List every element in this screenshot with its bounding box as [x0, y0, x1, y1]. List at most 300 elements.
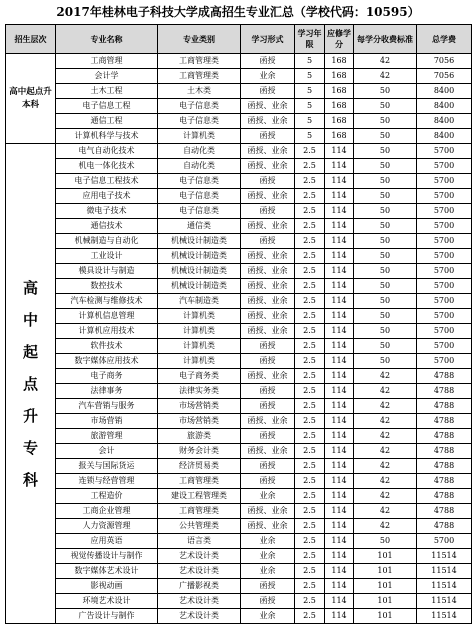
cell-mode: 函授 — [241, 234, 295, 249]
cell-years: 5 — [295, 99, 325, 114]
table-row — [6, 294, 472, 309]
cell-category: 自动化类 — [158, 144, 241, 159]
cell-credits: 114 — [325, 414, 354, 429]
cell-major: 报关与国际货运 — [56, 459, 158, 474]
cell-fee-per-credit: 50 — [354, 144, 417, 159]
table-row — [6, 114, 472, 129]
table-row — [6, 489, 472, 504]
cell-total-fee: 5700 — [417, 309, 472, 324]
level-label: 高中起点升专科 — [22, 278, 38, 489]
cell-credits: 114 — [325, 369, 354, 384]
cell-mode: 函授、业余 — [241, 189, 295, 204]
cell-total-fee: 8400 — [417, 129, 472, 144]
cell-credits: 114 — [325, 204, 354, 219]
cell-years: 2.5 — [295, 369, 325, 384]
table-row — [6, 579, 472, 594]
cell-credits: 114 — [325, 579, 354, 594]
cell-credits: 114 — [325, 534, 354, 549]
table-row — [6, 534, 472, 549]
cell-years: 2.5 — [295, 339, 325, 354]
cell-credits: 114 — [325, 279, 354, 294]
cell-years: 5 — [295, 114, 325, 129]
cell-years: 2.5 — [295, 609, 325, 624]
cell-total-fee: 11514 — [417, 609, 472, 624]
cell-total-fee: 5700 — [417, 189, 472, 204]
cell-category: 机械设计制造类 — [158, 249, 241, 264]
header-major: 专业名称 — [56, 25, 158, 54]
cell-credits: 114 — [325, 249, 354, 264]
table-row — [6, 204, 472, 219]
cell-major: 工业设计 — [56, 249, 158, 264]
cell-category: 计算机类 — [158, 129, 241, 144]
cell-major: 影视动画 — [56, 579, 158, 594]
cell-fee-per-credit: 42 — [354, 414, 417, 429]
cell-category: 计算机类 — [158, 324, 241, 339]
cell-total-fee: 4788 — [417, 489, 472, 504]
cell-total-fee: 5700 — [417, 534, 472, 549]
cell-major: 模具设计与制造 — [56, 264, 158, 279]
cell-fee-per-credit: 50 — [354, 129, 417, 144]
cell-mode: 函授 — [241, 384, 295, 399]
header-total-fee: 总学费 — [417, 25, 472, 54]
cell-major: 汽车营销与服务 — [56, 399, 158, 414]
cell-fee-per-credit: 42 — [354, 69, 417, 84]
cell-years: 2.5 — [295, 249, 325, 264]
cell-category: 机械设计制造类 — [158, 234, 241, 249]
cell-years: 2.5 — [295, 594, 325, 609]
table-row — [6, 279, 472, 294]
cell-major: 连锁与经营管理 — [56, 474, 158, 489]
cell-mode: 业余 — [241, 489, 295, 504]
cell-years: 2.5 — [295, 549, 325, 564]
header-credits: 应修学分 — [325, 25, 354, 54]
cell-major: 工商企业管理 — [56, 504, 158, 519]
header-row — [6, 25, 472, 54]
cell-major: 视觉传播设计与制作 — [56, 549, 158, 564]
cell-fee-per-credit: 50 — [354, 309, 417, 324]
cell-credits: 168 — [325, 114, 354, 129]
cell-category: 市场营销类 — [158, 414, 241, 429]
cell-total-fee: 5700 — [417, 234, 472, 249]
header-mode: 学习形式 — [241, 25, 295, 54]
cell-fee-per-credit: 42 — [354, 519, 417, 534]
cell-major: 旅游管理 — [56, 429, 158, 444]
table-row — [6, 459, 472, 474]
cell-fee-per-credit: 42 — [354, 429, 417, 444]
cell-years: 2.5 — [295, 279, 325, 294]
level-cell — [6, 144, 56, 624]
header-category: 专业类别 — [158, 25, 241, 54]
cell-total-fee: 4788 — [417, 444, 472, 459]
cell-total-fee: 5700 — [417, 294, 472, 309]
table-row — [6, 549, 472, 564]
cell-fee-per-credit: 42 — [354, 399, 417, 414]
cell-major: 机械制造与自动化 — [56, 234, 158, 249]
cell-category: 汽车制造类 — [158, 294, 241, 309]
cell-years: 2.5 — [295, 474, 325, 489]
cell-credits: 114 — [325, 459, 354, 474]
cell-fee-per-credit: 50 — [354, 204, 417, 219]
cell-major: 软件技术 — [56, 339, 158, 354]
cell-credits: 114 — [325, 354, 354, 369]
cell-credits: 114 — [325, 549, 354, 564]
cell-fee-per-credit: 101 — [354, 609, 417, 624]
cell-mode: 函授 — [241, 174, 295, 189]
cell-credits: 114 — [325, 264, 354, 279]
table-row — [6, 324, 472, 339]
table-row — [6, 309, 472, 324]
cell-years: 2.5 — [295, 144, 325, 159]
table-row — [6, 414, 472, 429]
cell-category: 艺术设计类 — [158, 549, 241, 564]
cell-credits: 114 — [325, 174, 354, 189]
cell-total-fee: 4788 — [417, 519, 472, 534]
header-fee-per-credit: 每学分收费标准 — [354, 25, 417, 54]
cell-mode: 函授 — [241, 204, 295, 219]
cell-fee-per-credit: 101 — [354, 579, 417, 594]
cell-major: 法律事务 — [56, 384, 158, 399]
cell-credits: 114 — [325, 609, 354, 624]
cell-total-fee: 4788 — [417, 459, 472, 474]
cell-fee-per-credit: 50 — [354, 534, 417, 549]
cell-major: 计算机信息管理 — [56, 309, 158, 324]
cell-category: 土木类 — [158, 84, 241, 99]
cell-total-fee: 7056 — [417, 69, 472, 84]
cell-category: 电子信息类 — [158, 99, 241, 114]
cell-fee-per-credit: 42 — [354, 384, 417, 399]
cell-credits: 114 — [325, 159, 354, 174]
table-row — [6, 609, 472, 624]
cell-major: 微电子技术 — [56, 204, 158, 219]
cell-total-fee: 5700 — [417, 144, 472, 159]
header-level: 招生层次 — [6, 25, 56, 54]
cell-category: 机械设计制造类 — [158, 279, 241, 294]
cell-credits: 114 — [325, 309, 354, 324]
cell-mode: 函授、业余 — [241, 99, 295, 114]
cell-category: 艺术设计类 — [158, 564, 241, 579]
cell-fee-per-credit: 50 — [354, 189, 417, 204]
cell-category: 财务会计类 — [158, 444, 241, 459]
cell-major: 通信技术 — [56, 219, 158, 234]
cell-mode: 业余 — [241, 69, 295, 84]
cell-fee-per-credit: 42 — [354, 504, 417, 519]
cell-category: 电子信息类 — [158, 189, 241, 204]
cell-category: 工商管理类 — [158, 504, 241, 519]
cell-years: 2.5 — [295, 354, 325, 369]
cell-mode: 函授 — [241, 474, 295, 489]
cell-category: 电子商务类 — [158, 369, 241, 384]
cell-years: 2.5 — [295, 174, 325, 189]
cell-major: 应用英语 — [56, 534, 158, 549]
cell-category: 市场营销类 — [158, 399, 241, 414]
cell-mode: 函授、业余 — [241, 279, 295, 294]
cell-category: 艺术设计类 — [158, 594, 241, 609]
table-row — [6, 219, 472, 234]
cell-years: 2.5 — [295, 384, 325, 399]
cell-major: 土木工程 — [56, 84, 158, 99]
cell-category: 电子信息类 — [158, 114, 241, 129]
cell-credits: 114 — [325, 339, 354, 354]
cell-category: 工商管理类 — [158, 474, 241, 489]
cell-credits: 114 — [325, 294, 354, 309]
cell-years: 2.5 — [295, 564, 325, 579]
cell-years: 2.5 — [295, 219, 325, 234]
cell-years: 2.5 — [295, 159, 325, 174]
cell-years: 2.5 — [295, 519, 325, 534]
cell-years: 2.5 — [295, 459, 325, 474]
cell-credits: 168 — [325, 84, 354, 99]
cell-total-fee: 5700 — [417, 174, 472, 189]
cell-fee-per-credit: 101 — [354, 564, 417, 579]
cell-major: 市场营销 — [56, 414, 158, 429]
cell-mode: 函授、业余 — [241, 114, 295, 129]
cell-fee-per-credit: 101 — [354, 594, 417, 609]
cell-years: 5 — [295, 129, 325, 144]
table-row — [6, 69, 472, 84]
cell-mode: 业余 — [241, 564, 295, 579]
cell-total-fee: 4788 — [417, 504, 472, 519]
cell-total-fee: 5700 — [417, 219, 472, 234]
cell-fee-per-credit: 50 — [354, 354, 417, 369]
cell-credits: 114 — [325, 189, 354, 204]
table-row — [6, 174, 472, 189]
cell-fee-per-credit: 50 — [354, 294, 417, 309]
cell-mode: 函授 — [241, 579, 295, 594]
cell-major: 环境艺术设计 — [56, 594, 158, 609]
cell-major: 电子信息工程技术 — [56, 174, 158, 189]
cell-major: 工商管理 — [56, 54, 158, 69]
cell-category: 计算机类 — [158, 309, 241, 324]
cell-credits: 114 — [325, 234, 354, 249]
cell-years: 2.5 — [295, 534, 325, 549]
cell-credits: 114 — [325, 444, 354, 459]
cell-major: 电子信息工程 — [56, 99, 158, 114]
cell-total-fee: 4788 — [417, 384, 472, 399]
table-row — [6, 159, 472, 174]
cell-fee-per-credit: 42 — [354, 369, 417, 384]
cell-mode: 业余 — [241, 549, 295, 564]
table-row — [6, 84, 472, 99]
cell-years: 2.5 — [295, 204, 325, 219]
cell-credits: 168 — [325, 69, 354, 84]
cell-years: 2.5 — [295, 264, 325, 279]
cell-category: 通信类 — [158, 219, 241, 234]
cell-credits: 114 — [325, 519, 354, 534]
cell-category: 工商管理类 — [158, 69, 241, 84]
cell-major: 工程造价 — [56, 489, 158, 504]
cell-mode: 函授、业余 — [241, 444, 295, 459]
table-row — [6, 564, 472, 579]
cell-category: 计算机类 — [158, 339, 241, 354]
cell-mode: 业余 — [241, 609, 295, 624]
cell-credits: 114 — [325, 474, 354, 489]
cell-total-fee: 11514 — [417, 564, 472, 579]
cell-fee-per-credit: 50 — [354, 159, 417, 174]
cell-fee-per-credit: 42 — [354, 54, 417, 69]
table-row — [6, 444, 472, 459]
cell-mode: 函授、业余 — [241, 249, 295, 264]
cell-mode: 函授、业余 — [241, 294, 295, 309]
table-row — [6, 234, 472, 249]
cell-years: 5 — [295, 54, 325, 69]
major-table — [5, 24, 472, 624]
table-row — [6, 129, 472, 144]
cell-major: 机电一体化技术 — [56, 159, 158, 174]
cell-years: 5 — [295, 69, 325, 84]
cell-mode: 业余 — [241, 534, 295, 549]
cell-major: 汽车检测与维修技术 — [56, 294, 158, 309]
cell-major: 数控技术 — [56, 279, 158, 294]
cell-credits: 168 — [325, 54, 354, 69]
cell-credits: 114 — [325, 594, 354, 609]
cell-fee-per-credit: 50 — [354, 219, 417, 234]
cell-fee-per-credit: 50 — [354, 114, 417, 129]
cell-fee-per-credit: 50 — [354, 99, 417, 114]
cell-fee-per-credit: 50 — [354, 264, 417, 279]
cell-years: 2.5 — [295, 309, 325, 324]
cell-years: 2.5 — [295, 444, 325, 459]
cell-total-fee: 8400 — [417, 99, 472, 114]
cell-mode: 函授、业余 — [241, 309, 295, 324]
cell-credits: 114 — [325, 489, 354, 504]
cell-major: 应用电子技术 — [56, 189, 158, 204]
cell-category: 广播影视类 — [158, 579, 241, 594]
cell-mode: 函授、业余 — [241, 504, 295, 519]
cell-credits: 114 — [325, 324, 354, 339]
level-cell — [6, 54, 56, 144]
cell-mode: 函授、业余 — [241, 159, 295, 174]
cell-mode: 函授、业余 — [241, 519, 295, 534]
cell-mode: 函授、业余 — [241, 324, 295, 339]
level-label: 高中起点升本科 — [9, 86, 52, 110]
cell-years: 2.5 — [295, 414, 325, 429]
cell-mode: 函授 — [241, 339, 295, 354]
table-row — [6, 504, 472, 519]
cell-fee-per-credit: 50 — [354, 249, 417, 264]
page-title: 2017年桂林电子科技大学成高招生专业汇总（学校代码：10595） — [56, 5, 420, 19]
cell-major: 广告设计与制作 — [56, 609, 158, 624]
cell-category: 自动化类 — [158, 159, 241, 174]
table-row — [6, 99, 472, 114]
cell-fee-per-credit: 42 — [354, 459, 417, 474]
cell-mode: 函授、业余 — [241, 144, 295, 159]
cell-credits: 114 — [325, 219, 354, 234]
cell-fee-per-credit: 42 — [354, 444, 417, 459]
cell-total-fee: 11514 — [417, 549, 472, 564]
cell-mode: 函授 — [241, 354, 295, 369]
cell-category: 建设工程管理类 — [158, 489, 241, 504]
cell-total-fee: 5700 — [417, 279, 472, 294]
cell-total-fee: 5700 — [417, 324, 472, 339]
cell-category: 法律实务类 — [158, 384, 241, 399]
cell-category: 电子信息类 — [158, 174, 241, 189]
cell-category: 语言类 — [158, 534, 241, 549]
header-years: 学习年限 — [295, 25, 325, 54]
cell-credits: 114 — [325, 564, 354, 579]
cell-fee-per-credit: 50 — [354, 234, 417, 249]
cell-years: 2.5 — [295, 579, 325, 594]
cell-fee-per-credit: 42 — [354, 474, 417, 489]
cell-total-fee: 11514 — [417, 579, 472, 594]
cell-total-fee: 11514 — [417, 594, 472, 609]
table-row — [6, 189, 472, 204]
table-row — [6, 354, 472, 369]
cell-total-fee: 4788 — [417, 474, 472, 489]
table-row — [6, 429, 472, 444]
cell-mode: 函授 — [241, 84, 295, 99]
table-row — [6, 54, 472, 69]
cell-years: 2.5 — [295, 324, 325, 339]
cell-total-fee: 4788 — [417, 369, 472, 384]
cell-years: 2.5 — [295, 429, 325, 444]
cell-major: 电子商务 — [56, 369, 158, 384]
cell-years: 5 — [295, 84, 325, 99]
cell-credits: 114 — [325, 504, 354, 519]
table-row — [6, 144, 472, 159]
cell-years: 2.5 — [295, 234, 325, 249]
cell-total-fee: 5700 — [417, 159, 472, 174]
cell-category: 经济贸易类 — [158, 459, 241, 474]
cell-fee-per-credit: 50 — [354, 174, 417, 189]
cell-credits: 114 — [325, 429, 354, 444]
table-row — [6, 264, 472, 279]
cell-category: 工商管理类 — [158, 54, 241, 69]
cell-category: 公共管理类 — [158, 519, 241, 534]
cell-credits: 114 — [325, 384, 354, 399]
cell-major: 电气自动化技术 — [56, 144, 158, 159]
cell-total-fee: 5700 — [417, 204, 472, 219]
cell-fee-per-credit: 50 — [354, 279, 417, 294]
cell-category: 电子信息类 — [158, 204, 241, 219]
cell-mode: 函授、业余 — [241, 369, 295, 384]
cell-fee-per-credit: 50 — [354, 84, 417, 99]
cell-category: 旅游类 — [158, 429, 241, 444]
cell-mode: 函授 — [241, 594, 295, 609]
table-row — [6, 474, 472, 489]
table-row — [6, 369, 472, 384]
cell-fee-per-credit: 42 — [354, 489, 417, 504]
table-row — [6, 339, 472, 354]
cell-total-fee: 5700 — [417, 354, 472, 369]
table-body — [6, 54, 472, 624]
cell-major: 数字媒体艺术设计 — [56, 564, 158, 579]
cell-mode: 函授 — [241, 129, 295, 144]
cell-fee-per-credit: 50 — [354, 339, 417, 354]
cell-major: 人力资源管理 — [56, 519, 158, 534]
cell-major: 通信工程 — [56, 114, 158, 129]
cell-years: 2.5 — [295, 399, 325, 414]
cell-mode: 函授、业余 — [241, 264, 295, 279]
cell-years: 2.5 — [295, 504, 325, 519]
cell-credits: 168 — [325, 99, 354, 114]
cell-total-fee: 4788 — [417, 414, 472, 429]
cell-fee-per-credit: 50 — [354, 324, 417, 339]
cell-years: 2.5 — [295, 489, 325, 504]
table-row — [6, 384, 472, 399]
cell-mode: 函授 — [241, 429, 295, 444]
cell-category: 机械设计制造类 — [158, 264, 241, 279]
cell-mode: 函授、业余 — [241, 219, 295, 234]
cell-mode: 函授 — [241, 54, 295, 69]
table-row — [6, 519, 472, 534]
cell-major: 数字媒体应用技术 — [56, 354, 158, 369]
cell-credits: 168 — [325, 129, 354, 144]
cell-mode: 函授 — [241, 459, 295, 474]
cell-mode: 函授 — [241, 399, 295, 414]
cell-years: 2.5 — [295, 294, 325, 309]
cell-major: 计算机应用技术 — [56, 324, 158, 339]
cell-category: 计算机类 — [158, 354, 241, 369]
